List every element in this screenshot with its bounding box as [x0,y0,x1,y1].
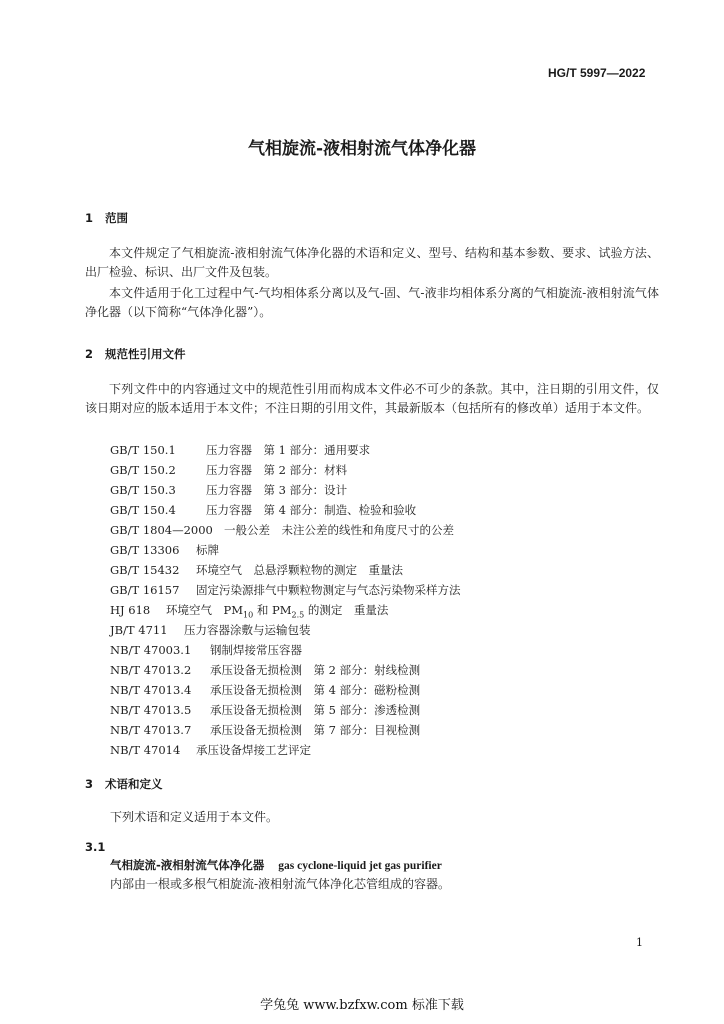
ref-code: GB/T 1804—2000 [110,523,213,537]
ref-title: 标牌 [196,543,219,557]
ref-item [110,602,388,619]
section-number: 2 [85,347,94,361]
ref-title: 承压设备无损检测 第 7 部分：目视检测 [210,723,421,737]
section-number: 1 [85,211,94,225]
ref-title: 承压设备无损检测 第 5 部分：渗透检测 [210,703,421,717]
ref-code: GB/T 150.1 [110,443,176,457]
ref-title: 压力容器涂敷与运输包装 [184,623,311,637]
terms-intro: 下列术语和定义适用于本文件。 [110,810,279,824]
ref-title: 承压设备焊接工艺评定 [196,743,311,757]
ref-item [110,642,302,658]
ref-item [110,662,420,678]
ref-item [110,502,416,518]
section-title: 术语和定义 [105,777,163,791]
ref-code: GB/T 15432 [110,563,180,577]
section-number: 3 [85,777,94,791]
term-number: 3.1 [85,840,106,854]
ref-code: JB/T 4711 [110,623,168,637]
ref-code: NB/T 47013.5 [110,703,192,717]
standard-code: HG/T 5997—2022 [548,66,646,80]
ref-item [110,722,420,738]
ref-code: GB/T 150.2 [110,463,176,477]
ref-title: 环境空气 $PM_{10}$ 和 $PM_{2.5}$ 的测定 重量法 [166,603,389,620]
ref-code: HJ 618 [110,603,151,617]
ref-item [110,562,403,578]
page-number: 1 [636,936,643,949]
ref-title: 环境空气 总悬浮颗粒物的测定 重量法 [196,563,403,577]
ref-code: NB/T 47013.7 [110,723,192,737]
section-heading-terms [85,776,163,792]
ref-item [110,482,347,498]
ref-code: GB/T 150.4 [110,503,176,517]
ref-code: NB/T 47013.2 [110,663,192,677]
ref-item [110,582,461,598]
ref-title: 钢制焊接常压容器 [210,643,302,657]
section-title: 规范性引用文件 [105,347,186,361]
section-title: 范围 [105,211,128,225]
ref-title: 压力容器 第 3 部分：设计 [206,483,348,497]
ref-item [110,442,370,458]
term-heading [110,857,442,873]
ref-title: 压力容器 第 2 部分：材料 [206,463,348,477]
scope-paragraph-1: 本文件规定了气相旋流-液相射流气体净化器的术语和定义、型号、结构和基本参数、要求、试验方法、出厂检验、标识、出厂文件及包装。 [85,246,659,279]
ref-title: 承压设备无损检测 第 4 部分：磁粉检测 [210,683,421,697]
ref-title: 固定污染源排气中颗粒物测定与气态污染物采样方法 [196,583,461,597]
term-definition: 内部由一根或多根气相旋流-液相射流气体净化芯管组成的容器。 [110,877,451,891]
ref-code: GB/T 13306 [110,543,180,557]
ref-title: 承压设备无损检测 第 2 部分：射线检测 [210,663,421,677]
document-title: 气相旋流-液相射流气体净化器 [247,139,477,159]
ref-code: GB/T 16157 [110,583,180,597]
ref-item [110,682,420,698]
ref-title: 一般公差 未注公差的线性和角度尺寸的公差 [224,523,454,537]
ref-code: NB/T 47003.1 [110,643,192,657]
ref-code: NB/T 47013.4 [110,683,192,697]
ref-item [110,542,219,558]
ref-item [110,702,420,718]
normative-refs-intro: 下列文件中的内容通过文中的规范性引用而构成本文件必不可少的条款。其中，注日期的引用文件，仅该日期对应的版本适用于本文件；不注日期的引用文件，其最新版本（包括所有的修改单）适用于本文件。 [85,382,659,415]
ref-item [110,522,454,538]
ref-title: 压力容器 第 4 部分：制造、检验和验收 [206,503,417,517]
ref-code: NB/T 47014 [110,743,181,757]
term-english: gas cyclone-liquid jet gas purifier [278,860,442,872]
ref-item [110,742,311,758]
ref-item [110,462,347,478]
ref-code: GB/T 150.3 [110,483,176,497]
ref-title: 压力容器 第 1 部分：通用要求 [206,443,371,457]
ref-item [110,622,311,638]
footer-watermark: 学兔兔 www.bzfxw.com 标准下载 [260,998,464,1013]
term-chinese: 气相旋流-液相射流气体净化器 [110,858,265,872]
section-heading-scope [85,210,128,226]
scope-paragraph-2: 本文件适用于化工过程中气-气均相体系分离以及气-固、气-液非均相体系分离的气相旋流-液相射流气体净化器（以下简称“气体净化器”）。 [85,286,659,319]
section-heading-normative-refs [85,346,186,362]
